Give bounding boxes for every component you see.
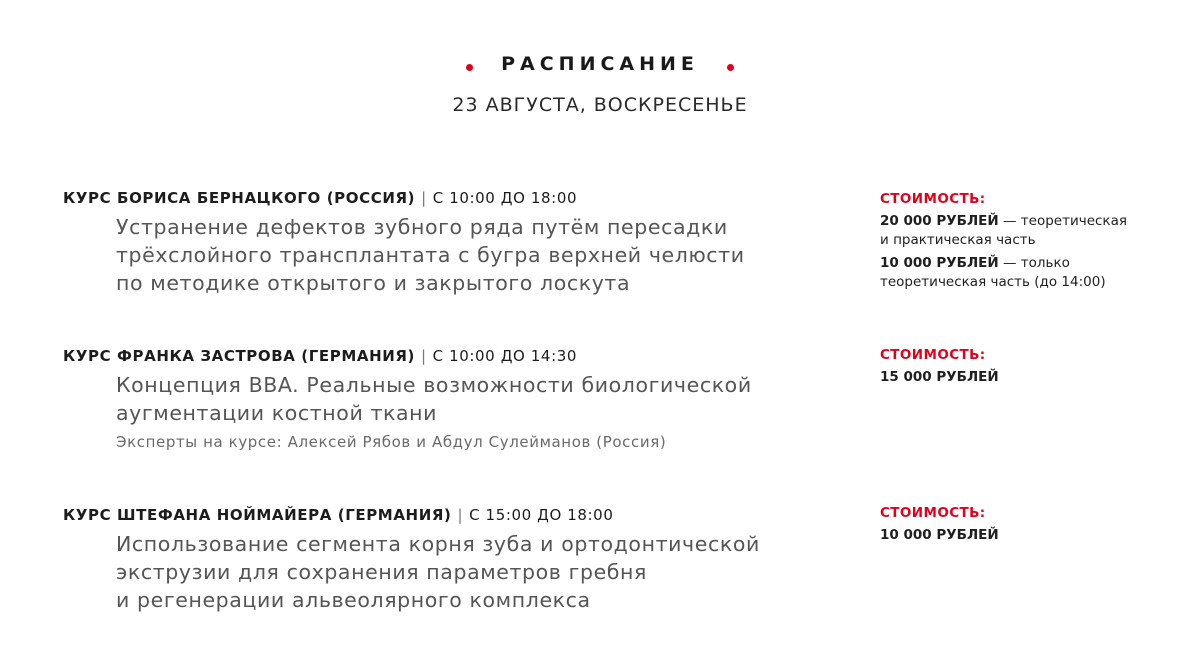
description-line: аугментации костной ткани [116, 401, 438, 425]
course-experts: Эксперты на курсе: Алексей Рябов и Абдул Сулейманов (Россия) [116, 433, 667, 451]
price-amount: 20 000 РУБЛЕЙ [880, 213, 999, 229]
course-zastrow [63, 347, 823, 451]
heading-separator: | [421, 347, 427, 365]
price-option [880, 212, 1180, 250]
description-line: по методике открытого и закрытого лоскута [116, 271, 631, 295]
heading-separator: | [457, 506, 464, 524]
description-line: трёхслойного трансплантата с бугра верхней челюсти [116, 243, 745, 267]
course-description [116, 371, 823, 427]
course-lecturer: КУРС ФРАНКА ЗАСТРОВА (ГЕРМАНИЯ) [63, 347, 415, 365]
course-time: С 10:00 ДО 18:00 [432, 189, 578, 207]
schedule-header [0, 50, 1200, 116]
price-note: — теоретическая [998, 213, 1127, 229]
page-title: РАСПИСАНИЕ [501, 53, 699, 75]
schedule-date: 23 АВГУСТА, ВОСКРЕСЕНЬЕ [452, 94, 748, 116]
title-row [0, 50, 1200, 78]
course-lecturer: КУРС БОРИСА БЕРНАЦКОГО (РОССИЯ) [63, 189, 416, 207]
price-amount: 15 000 РУБЛЕЙ [880, 369, 999, 385]
description-line: экструзии для сохранения параметров гребня [116, 560, 647, 584]
price-block-zastrow [880, 346, 1180, 387]
course-description [116, 530, 823, 614]
course-time: С 10:00 ДО 14:30 [432, 347, 578, 365]
red-dot-icon [727, 64, 734, 71]
price-amount: 10 000 РУБЛЕЙ [880, 255, 999, 271]
course-lecturer: КУРС ШТЕФАНА НОЙМАЙЕРА (ГЕРМАНИЯ) [63, 506, 452, 524]
price-block-bernatsky [880, 190, 1180, 292]
price-option [880, 526, 1180, 545]
price-label: СТОИМОСТЬ: [880, 347, 986, 363]
course-description [116, 213, 823, 297]
course-neumeyer [63, 506, 823, 614]
price-amount: 10 000 РУБЛЕЙ [880, 527, 999, 543]
course-heading [63, 189, 823, 207]
course-heading [63, 506, 823, 524]
description-line: Использование сегмента корня зуба и ортодонтической [116, 532, 760, 556]
price-label: СТОИМОСТЬ: [880, 505, 986, 521]
price-label: СТОИМОСТЬ: [880, 191, 986, 207]
description-line: Концепция BBA. Реальные возможности биологической [116, 373, 752, 397]
price-option [880, 254, 1180, 292]
red-dot-icon [466, 64, 473, 71]
heading-separator: | [421, 189, 427, 207]
description-line: и регенерации альвеолярного комплекса [116, 588, 591, 612]
price-block-neumeyer [880, 504, 1180, 545]
description-line: Устранение дефектов зубного ряда путём пересадки [116, 215, 728, 239]
course-heading [63, 347, 823, 365]
price-note: теоретическая часть (до 14:00) [880, 274, 1106, 290]
course-time: С 15:00 ДО 18:00 [469, 506, 614, 524]
price-note: и практическая часть [880, 232, 1036, 248]
course-bernatsky [63, 189, 823, 297]
price-option [880, 368, 1180, 387]
price-note: — только [998, 255, 1070, 271]
